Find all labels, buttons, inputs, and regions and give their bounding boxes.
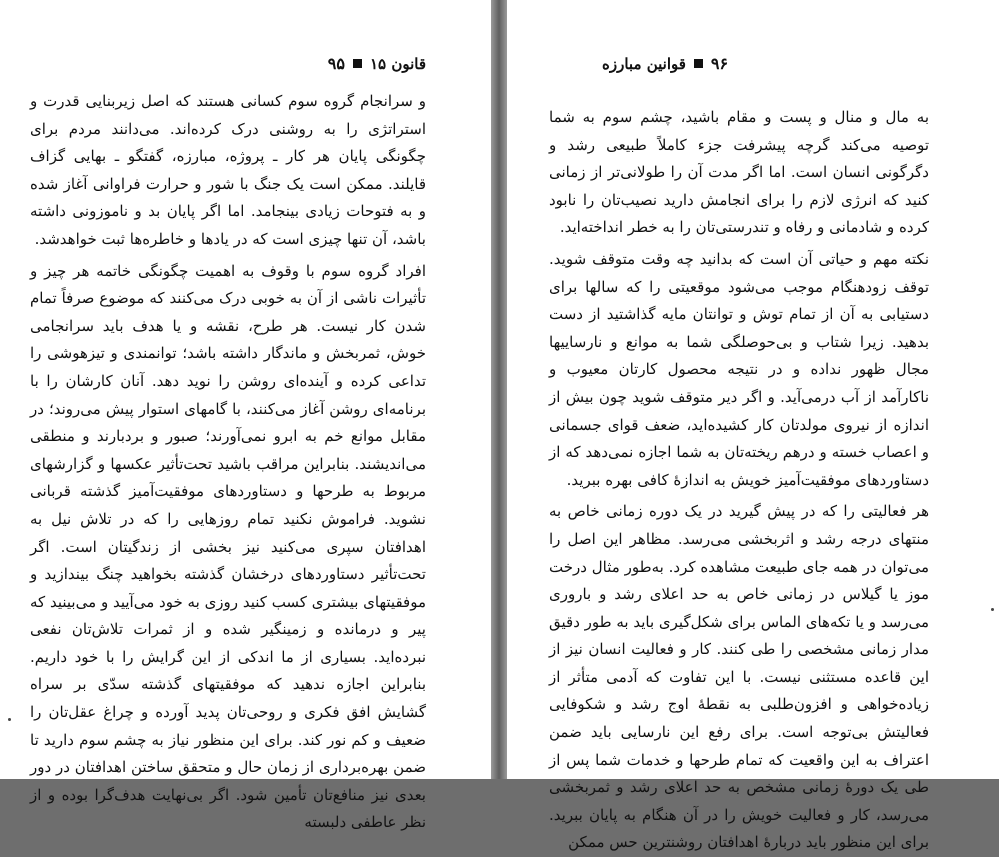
left-page-header — [328, 54, 426, 73]
scan-speck — [8, 718, 11, 721]
right-page-body — [549, 104, 929, 857]
header-square-icon — [353, 59, 362, 68]
paragraph: و سرانجام گروه سوم کسانی هستند که اصل زیربنایی قدرت و استراتژی را به روشنی درک کرده‌اند. می‌دانند مردم برای چگونگی پایان هر کار ـ پروژه، مبارزه، گفتگو ـ بهایی گزاف قایلند. ممکن است یک جنگ با شور و حرارت فراوانی آغاز شده و به فتوحات زیادی بینجامد. اما اگر پایان بد و ناموزونی داشته باشد، آن تنها چیزی است که در یادها و خاطره‌ها ثبت خواهدشد. — [30, 92, 426, 248]
left-page — [0, 0, 491, 832]
left-page-number: ۹۵ — [327, 54, 345, 73]
right-page-header — [602, 54, 728, 73]
paragraph: هر فعالیتی را که در پیش گیرید در یک دوره زمانی خاص به منتهای درجه رشد و اثربخشی می‌رسد. مظاهر این اصل را می‌توان در همه جای طبیعت مشاهده کرد. به‌طور مثال درخت موز یا گیلاس در زمانی خاص به حد اعلای رشد و باروری می‌رسد و یا تکه‌های الماس برای شکل‌گیری باید به طور دقیق مدار زمانی مشخصی را طی کنند. کار و فعالیت انسان نیز از این قاعده مستثنی نیست. با این تفاوت که آدمی متأثر از زیاده‌خواهی و افزون‌طلبی به نقطهٔ اوج رشد و شکوفایی فعالیتش بی‌توجه است. برای رفع این نارسایی باید ضمن اعتراف به این واقعیت که تمام طرحها و خدمات شما پس از طی یک دورهٔ زمانی مشخص به حد اعلای رشد و ثمربخشی می‌رسد، کار و فعالیت خویش را در آن هنگام به پایان ببرید. برای این منظور باید دربارهٔ اهدافتان روشنترین حس ممکن — [549, 502, 929, 852]
right-page — [507, 0, 999, 852]
right-page-number: ۹۶ — [710, 54, 729, 73]
paragraph: نکته مهم و حیاتی آن است که بدانید چه وقت متوقف شوید. توقف زودهنگام موجب می‌شود موقعیتی را که سالها برای دستیابی به آن از تمام توش و توانتان مایه گذاشتید از دست بدهید. زیرا شتاب و بی‌حوصلگی شما به موانع و نارساییها مجال ظهور نداده و در نتیجه محصول کارتان معیوب و ناکارآمد از آب درمی‌آید. و اگر دیر متوقف شوید چون بیش از اندازه از نیروی مولدتان کار کشیده‌اید، ضعف قوای جسمانی و اعصاب خسته و درهم ریخته‌تان به شما اجازه نمی‌دهد که از دستاوردهای موفقیت‌آمیز خویش به اندازهٔ کافی بهره ببرید. — [549, 249, 929, 489]
scan-speck — [991, 608, 994, 611]
right-chapter-title: قوانین مبارزه — [602, 54, 686, 73]
left-chapter-title: قانون ۱۵ — [369, 54, 426, 73]
header-square-icon — [694, 59, 703, 68]
book-gutter — [491, 0, 507, 779]
paragraph: افراد گروه سوم با وقوف به اهمیت چگونگی خاتمه هر چیز و تأثیرات ناشی از آن به خوبی درک می‌کنند که موضوع صرفاً تمام شدن کار نیست. هر طرح، نقشه و یا هدف باید سرانجامی خوش، ثمربخش و ماندگار داشته باشد؛ توانمندی و تیزهوشی را تداعی کرده و آینده‌ای روشن را نوید دهد. آنان کارشان را با برنامه‌ای روشن آغاز می‌کنند، با گامهای استوار پیش می‌روند؛ در مقابل موانع خم به ابرو نمی‌آورند؛ صبور و بردبارند و منطقی می‌اندیشند. بنابراین مراقب باشید تحت‌تأثیر عکسها و گزارشهای مربوط به طرحها و دستاوردهای موفقیت‌آمیز گذشته قربانی نشوید. فراموش نکنید تمام روزهایی را که در تلاش نیل به اهدافتان سپری می‌کنید نیز بخشی از زندگیتان است. اگر تحت‌تأثیر دستاوردهای درخشان گذشته بخواهید چنگ بیندازید و موفقیتهای بیشتری کسب کنید روزی به خود می‌آیید و می‌بینید که پیر و درمانده و زمینگیر شده و از ثمرات تلاش‌تان نفعی نبرده‌اید. بسیاری از ما اندکی از این گرایش را با خود داریم. بنابراین اجازه ندهید که موفقیتهای گذشته سدّی بر سراه گشایش افق فکری و روحی‌تان پدید آورده و چراغ عقل‌تان را ضعیف و کم نور کند. برای این منظور نیاز به چشم سوم دارید تا ضمن بهره‌برداری از زمان حال و متحقق ساختن اهدافتان در دور بعدی نیز منافع‌تان تأمین شود. اگر بی‌نهایت هدف‌گرا بوده و از نظر عاطفی دلبسته — [30, 261, 426, 832]
left-page-body — [30, 88, 426, 837]
paragraph: به مال و منال و پست و مقام باشید، چشم سوم به شما توصیه می‌کند گرچه پیشرفت جزء کاملاً طبیعی رشد و دگرگونی انسان است. اما اگر مدت آن را طولانی‌تر از زمانی کنید که انرژی لازم را برای انجامش دارید نصیب‌تان را نابود کرده و شادمانی و رفاه و تندرستی‌تان را به خطر انداخته‌اید. — [549, 108, 929, 237]
